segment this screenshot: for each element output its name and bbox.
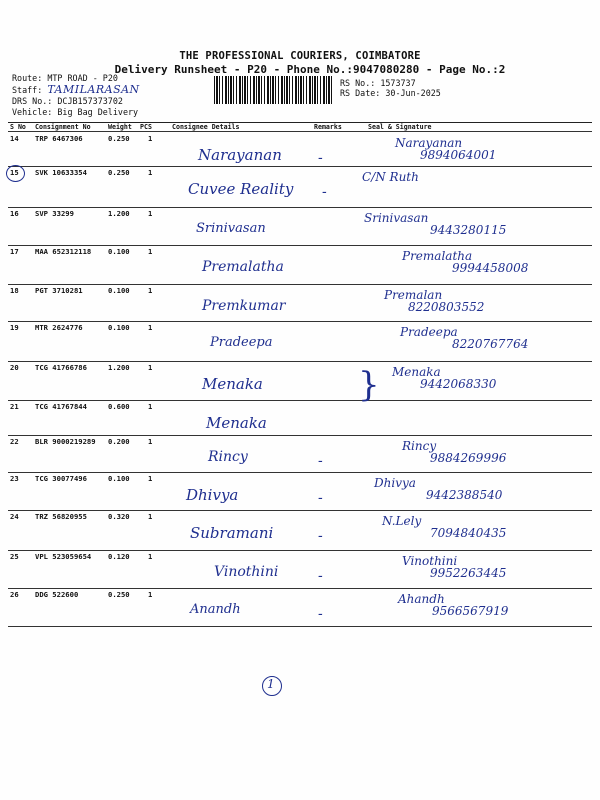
row-consignee-handwritten: Menaka bbox=[202, 375, 263, 393]
row-sno: 21 bbox=[10, 402, 19, 411]
row-pcs: 1 bbox=[148, 590, 153, 599]
row-sno: 23 bbox=[10, 474, 19, 483]
row-signature: Ahandh bbox=[398, 592, 445, 606]
header-rule bbox=[8, 131, 592, 132]
row-weight: 0.100 bbox=[108, 474, 130, 483]
row-consignment-no: MTR 2624776 bbox=[35, 323, 83, 332]
vehicle-line bbox=[12, 107, 138, 117]
row-sno: 16 bbox=[10, 209, 19, 218]
row-consignee-handwritten: Narayanan bbox=[198, 146, 282, 164]
drs-value: DCJB157373702 bbox=[57, 96, 123, 106]
row-signature-phone: 9566567919 bbox=[432, 604, 509, 618]
row-pcs: 1 bbox=[148, 512, 153, 521]
row-remark-mark: - bbox=[322, 184, 327, 200]
route-label: Route: bbox=[12, 73, 43, 83]
rs-no-label: RS No.: bbox=[340, 78, 376, 88]
row-signature: Vinothini bbox=[402, 554, 458, 568]
row-pcs: 1 bbox=[148, 209, 153, 218]
row-consignee-handwritten: Rincy bbox=[208, 449, 248, 465]
row-signature-phone: 9894064001 bbox=[420, 148, 497, 162]
row-signature-phone: 9443280115 bbox=[430, 223, 507, 237]
row-pcs: 1 bbox=[148, 474, 153, 483]
row-signature: Premalan bbox=[384, 288, 443, 302]
row-rule bbox=[8, 550, 592, 551]
row-sno: 22 bbox=[10, 437, 19, 446]
route-line bbox=[12, 73, 118, 83]
runsheet-subtitle: Delivery Runsheet - P20 - Phone No.:9047080280 - Page No.:2 bbox=[114, 63, 506, 76]
barcode-image bbox=[214, 76, 334, 104]
company-title: THE PROFESSIONAL COURIERS, COIMBATORE bbox=[179, 50, 421, 62]
col-header-pcs: PCS bbox=[140, 123, 152, 131]
row-pcs: 1 bbox=[148, 286, 153, 295]
rs-no-value: 1573737 bbox=[380, 78, 416, 88]
row-consignee-handwritten: Dhivya bbox=[186, 486, 239, 504]
row-signature-phone: 9884269996 bbox=[430, 451, 507, 465]
row-remark-mark: - bbox=[318, 606, 323, 622]
row-signature: C/N Ruth bbox=[362, 170, 419, 184]
row-pcs: 1 bbox=[148, 168, 153, 177]
bracket-mark: } bbox=[358, 365, 380, 405]
row-pcs: 1 bbox=[148, 134, 153, 143]
row-consignee-handwritten: Srinivasan bbox=[196, 221, 266, 236]
sno-circle-mark bbox=[6, 165, 25, 182]
row-consignment-no: SVP 33299 bbox=[35, 209, 74, 218]
row-rule bbox=[8, 510, 592, 511]
row-remark-mark: - bbox=[318, 568, 323, 584]
col-header-weight: Weight bbox=[108, 123, 132, 131]
row-remark-mark: - bbox=[318, 150, 323, 166]
row-weight: 0.320 bbox=[108, 512, 130, 521]
row-sno: 20 bbox=[10, 363, 19, 372]
col-header-consignment: Consignment No bbox=[35, 123, 91, 131]
row-sno: 19 bbox=[10, 323, 19, 332]
row-consignee-handwritten: Pradeepa bbox=[210, 335, 273, 350]
row-pcs: 1 bbox=[148, 402, 153, 411]
row-remark-mark: - bbox=[318, 528, 323, 544]
row-signature-phone: 7094840435 bbox=[430, 526, 507, 540]
row-consignment-no: PGT 3710281 bbox=[35, 286, 83, 295]
row-consignment-no: VPL 523059654 bbox=[35, 552, 92, 561]
col-header-sno: S No bbox=[10, 123, 26, 131]
row-rule bbox=[8, 400, 592, 401]
row-remark-mark: - bbox=[318, 453, 323, 469]
row-sno: 26 bbox=[10, 590, 19, 599]
col-header-consignee: Consignee Details bbox=[172, 123, 240, 131]
page-handwritten-number: 1 bbox=[267, 677, 275, 691]
row-rule bbox=[8, 472, 592, 473]
row-signature: Narayanan bbox=[395, 136, 463, 150]
route-value: MTP ROAD - P20 bbox=[47, 73, 118, 83]
row-weight: 0.250 bbox=[108, 168, 130, 177]
row-signature-phone: 8220803552 bbox=[408, 300, 485, 314]
row-consignment-no: SVK 10633354 bbox=[35, 168, 87, 177]
row-pcs: 1 bbox=[148, 437, 153, 446]
row-signature-phone: 9952263445 bbox=[430, 566, 507, 580]
row-weight: 0.100 bbox=[108, 323, 130, 332]
row-weight: 0.100 bbox=[108, 247, 130, 256]
row-rule bbox=[8, 284, 592, 285]
row-rule bbox=[8, 245, 592, 246]
row-consignment-no: BLR 9000219289 bbox=[35, 437, 96, 446]
row-consignee-handwritten: Anandh bbox=[190, 602, 241, 617]
row-weight: 0.250 bbox=[108, 134, 130, 143]
row-rule bbox=[8, 435, 592, 436]
row-sno: 15 bbox=[10, 168, 19, 177]
row-consignment-no: MAA 652312118 bbox=[35, 247, 92, 256]
col-header-seal: Seal & Signature bbox=[368, 123, 432, 131]
row-sno: 14 bbox=[10, 134, 19, 143]
rs-date-label: RS Date: bbox=[340, 88, 381, 98]
drs-label: DRS No.: bbox=[12, 96, 53, 106]
staff-label: Staff: bbox=[12, 85, 43, 95]
vehicle-value: Big Bag Delivery bbox=[57, 107, 139, 117]
row-consignee-handwritten: Premalatha bbox=[202, 259, 284, 275]
row-sno: 18 bbox=[10, 286, 19, 295]
row-weight: 0.250 bbox=[108, 590, 130, 599]
staff-line bbox=[12, 83, 140, 96]
row-rule bbox=[8, 626, 592, 627]
staff-value: TAMILARASAN bbox=[47, 83, 140, 96]
row-signature: Rincy bbox=[402, 439, 437, 453]
row-pcs: 1 bbox=[148, 247, 153, 256]
col-header-remarks: Remarks bbox=[314, 123, 342, 131]
row-rule bbox=[8, 321, 592, 322]
row-remark-mark: - bbox=[318, 490, 323, 506]
row-weight: 1.200 bbox=[108, 209, 130, 218]
row-signature: Menaka bbox=[392, 365, 441, 379]
row-pcs: 1 bbox=[148, 363, 153, 372]
row-rule bbox=[8, 361, 592, 362]
row-consignment-no: TCG 41767844 bbox=[35, 402, 87, 411]
row-sno: 25 bbox=[10, 552, 19, 561]
row-pcs: 1 bbox=[148, 323, 153, 332]
row-signature: Srinivasan bbox=[364, 211, 429, 225]
rs-date-line bbox=[340, 88, 441, 98]
row-consignee-handwritten: Cuvee Reality bbox=[188, 180, 294, 198]
row-weight: 0.200 bbox=[108, 437, 130, 446]
row-consignee-handwritten: Subramani bbox=[190, 524, 274, 542]
row-weight: 0.600 bbox=[108, 402, 130, 411]
rs-date-value: 30-Jun-2025 bbox=[385, 88, 441, 98]
row-signature: N.Lely bbox=[382, 514, 422, 528]
row-consignment-no: DDG 522600 bbox=[35, 590, 79, 599]
row-weight: 0.100 bbox=[108, 286, 130, 295]
row-consignment-no: TRZ 56820955 bbox=[35, 512, 87, 521]
row-consignee-handwritten: Vinothini bbox=[214, 564, 279, 580]
row-pcs: 1 bbox=[148, 552, 153, 561]
row-signature: Dhivya bbox=[374, 476, 416, 490]
row-consignee-handwritten: Menaka bbox=[206, 414, 267, 432]
row-weight: 0.120 bbox=[108, 552, 130, 561]
row-signature-phone: 9442388540 bbox=[426, 488, 503, 502]
row-consignee-handwritten: Premkumar bbox=[202, 298, 286, 314]
row-signature: Pradeepa bbox=[400, 325, 458, 339]
row-sno: 17 bbox=[10, 247, 19, 256]
row-rule bbox=[8, 207, 592, 208]
row-signature-phone: 9994458008 bbox=[452, 261, 529, 275]
row-consignment-no: TRP 6467306 bbox=[35, 134, 83, 143]
row-consignment-no: TCG 41766786 bbox=[35, 363, 87, 372]
row-signature-phone: 9442068330 bbox=[420, 377, 497, 391]
row-rule bbox=[8, 166, 592, 167]
row-sno: 24 bbox=[10, 512, 19, 521]
drs-line bbox=[12, 96, 123, 106]
table-top-border bbox=[8, 122, 592, 123]
row-signature: Premalatha bbox=[402, 249, 473, 263]
vehicle-label: Vehicle: bbox=[12, 107, 53, 117]
row-consignment-no: TCG 30077496 bbox=[35, 474, 87, 483]
rs-no-line bbox=[340, 78, 416, 88]
row-signature-phone: 8220767764 bbox=[452, 337, 529, 351]
row-rule bbox=[8, 588, 592, 589]
row-weight: 1.200 bbox=[108, 363, 130, 372]
